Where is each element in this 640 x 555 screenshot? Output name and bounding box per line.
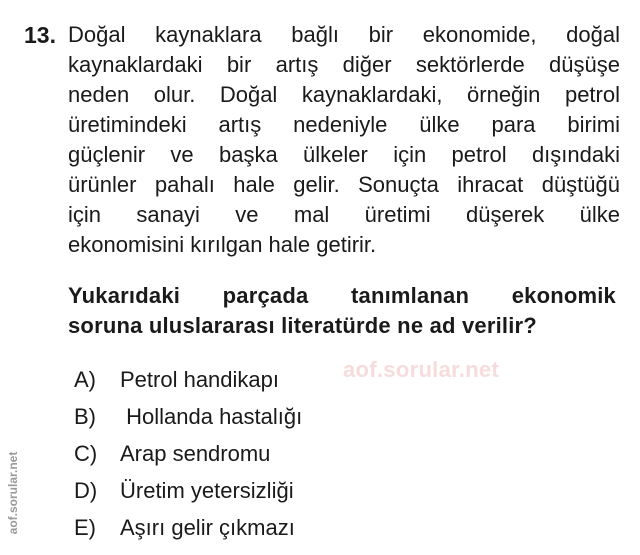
question-number: 13.: [24, 22, 56, 48]
option-letter: A): [74, 366, 96, 392]
option-letter: C): [74, 440, 98, 466]
question-line: ekonomisini kırılgan hale getirir.: [68, 232, 377, 257]
option-c[interactable]: [74, 435, 494, 472]
option-letter: E): [74, 514, 96, 540]
question-line: kaynaklardaki bir artış diğer sektörlerde düşüşe: [68, 52, 620, 77]
question-line: üretimindeki artış nedeniyle ülke para birimi: [68, 112, 620, 137]
prompt-line: Yukarıdaki parçada tanımlanan ekonomik: [68, 283, 616, 308]
option-letter: D): [74, 477, 98, 503]
question-line: için sanayi ve mal üretimi düşerek ülke: [68, 202, 620, 227]
option-text: Aşırı gelir çıkmazı: [120, 514, 295, 540]
question-line: neden olur. Doğal kaynaklardaki, örneğin petrol: [68, 82, 620, 107]
option-d[interactable]: [74, 472, 494, 509]
question-prompt: [68, 281, 616, 341]
option-e[interactable]: [74, 509, 494, 546]
side-watermark: aof.sorular.net: [6, 451, 20, 535]
option-text: Arap sendromu: [120, 440, 271, 466]
option-b[interactable]: [74, 398, 494, 435]
option-text: Üretim yetersizliği: [120, 477, 294, 503]
option-text: Petrol handikapı: [120, 366, 279, 392]
question-line: Doğal kaynaklara bağlı bir ekonomide, doğal: [68, 22, 620, 47]
option-text: Hollanda hastalığı: [120, 403, 303, 429]
answer-options: [74, 361, 494, 546]
question-line: ürünler pahalı hale gelir. Sonuçta ihracat düştüğü: [68, 172, 620, 197]
option-a[interactable]: [74, 361, 494, 398]
watermark: aof.sorular.net: [343, 357, 500, 382]
question-text: [68, 20, 620, 260]
question-line: güçlenir ve başka ülkeler için petrol dışındaki: [68, 142, 620, 167]
option-letter: B): [74, 403, 96, 429]
prompt-line: soruna uluslararası literatürde ne ad verilir?: [68, 313, 537, 338]
